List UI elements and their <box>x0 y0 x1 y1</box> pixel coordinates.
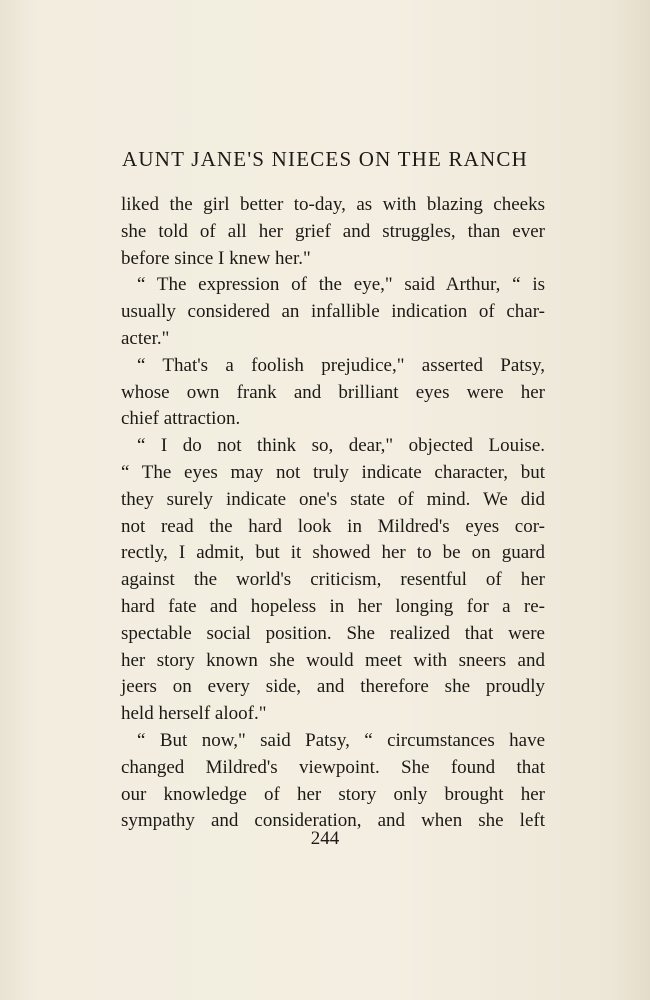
text-line: chief attraction. <box>121 408 241 430</box>
text-line: rectly, I admit, but it showed her to be on guard <box>121 542 545 564</box>
text-line: “ The expression of the eye," said Arthur, “ is <box>137 274 545 296</box>
text-line: against the world's criticism, resentful of her <box>121 569 545 591</box>
running-head: AUNT JANE'S NIECES ON THE RANCH <box>122 147 528 171</box>
text-line: before since I knew her." <box>121 247 311 269</box>
text-line: not read the hard look in Mildred's eyes cor- <box>121 515 545 537</box>
text-line: liked the girl better to-day, as with blazing cheeks <box>121 194 545 215</box>
text-line: our knowledge of her story only brought her <box>121 783 545 805</box>
page-number: 244 <box>310 828 340 849</box>
text-line: her story known she would meet with sneers and <box>121 649 545 671</box>
text-line: changed Mildred's viewpoint. She found that <box>121 756 545 778</box>
text-line: she told of all her grief and struggles, than ever <box>121 220 545 242</box>
text-line: hard fate and hopeless in her longing for a re- <box>121 595 545 617</box>
body-text <box>121 192 545 835</box>
text-line: jeers on every side, and therefore she proudly <box>121 676 545 698</box>
text-line: “ I do not think so, dear," objected Louise. <box>137 435 545 457</box>
text-line: spectable social position. She realized that were <box>121 622 545 644</box>
text-line: acter." <box>121 327 170 349</box>
text-line: held herself aloof." <box>121 703 267 725</box>
text-line: they surely indicate one's state of mind. We did <box>121 488 545 510</box>
text-line: usually considered an infallible indication of char- <box>121 301 545 323</box>
text-line: “ But now," said Patsy, “ circumstances have <box>137 729 545 751</box>
text-line: “ The eyes may not truly indicate character, but <box>121 461 545 483</box>
text-line: “ That's a foolish prejudice," asserted Patsy, <box>137 354 545 376</box>
text-line: sympathy and consideration, and when she left <box>121 810 545 832</box>
text-line: whose own frank and brilliant eyes were her <box>121 381 545 403</box>
